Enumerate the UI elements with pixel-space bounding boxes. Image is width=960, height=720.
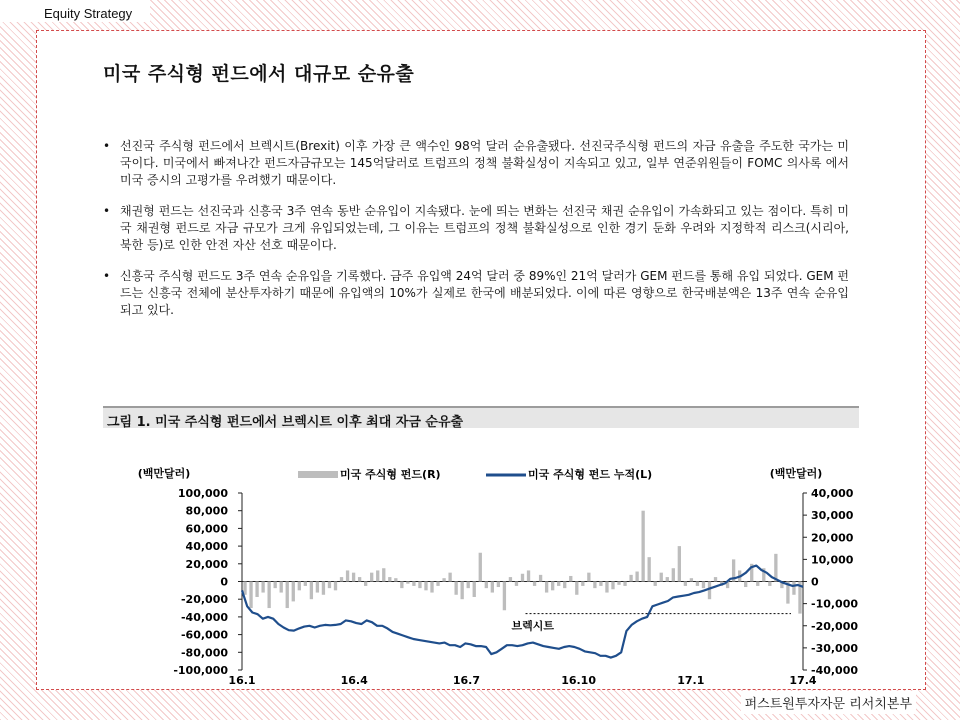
left-tick-label: 0 xyxy=(220,575,228,589)
x-tick-label: 17.4 xyxy=(789,674,817,686)
bar-mark xyxy=(533,582,536,586)
bullet-text: 선진국 주식형 펀드에서 브렉시트(Brexit) 이후 가장 큰 액수인 98억 달러 순유출됐다. 선진국주식형 펀드의 자금 유출을 주도한 국가는 미국이다. 미국에서 빠져나간 펀드자금규모는 145억달러로 트럼프의 정책 불확실성이 지속되고 있고, 일부 연준위원들이 FOMC 의사록 에서 미국 증시의 고평가를 우려했기 때문이다. xyxy=(120,139,849,187)
bar-mark xyxy=(678,546,681,581)
page-title: 미국 주식형 펀드에서 대규모 순유출 xyxy=(103,63,415,85)
bar-mark xyxy=(328,582,331,589)
bar-mark xyxy=(418,582,421,589)
bar-mark xyxy=(249,582,252,609)
x-tick-label: 16.1 xyxy=(228,674,256,686)
right-tick-label: -30,000 xyxy=(811,641,859,655)
bar-mark xyxy=(684,582,687,586)
bar-mark xyxy=(473,582,476,597)
bar-mark xyxy=(370,573,373,582)
bar-mark xyxy=(641,511,644,582)
bar-mark xyxy=(515,582,518,586)
bar-mark xyxy=(424,582,427,591)
report-section-label: Equity Strategy xyxy=(0,0,150,22)
right-axis-unit: (백만달러) xyxy=(769,467,823,480)
x-tick-label: 17.1 xyxy=(677,674,705,686)
bar-mark xyxy=(454,582,457,595)
bar-mark xyxy=(485,582,488,589)
report-panel xyxy=(36,30,926,690)
bar-mark xyxy=(666,577,669,581)
bar-mark xyxy=(280,582,283,593)
bar-mark xyxy=(497,582,500,588)
bar-mark xyxy=(430,582,433,593)
right-tick-label: 10,000 xyxy=(811,553,854,567)
bar-mark xyxy=(382,568,385,581)
bar-mark xyxy=(587,573,590,582)
left-tick-label: -60,000 xyxy=(180,628,228,642)
bar-mark xyxy=(394,578,397,581)
brexit-annotation: 브렉시트 xyxy=(511,619,555,633)
bar-mark xyxy=(617,582,620,585)
right-tick-label: -10,000 xyxy=(811,597,859,611)
bar-mark xyxy=(509,577,512,581)
bar-mark xyxy=(648,557,651,581)
figure-caption: 그림 1. 미국 주식형 펀드에서 브렉시트 이후 최대 자금 순유출 xyxy=(103,406,859,428)
left-tick-label: -100,000 xyxy=(173,664,228,677)
bar-mark xyxy=(690,578,693,581)
bar-mark xyxy=(611,582,614,590)
left-tick-label: -20,000 xyxy=(180,593,228,607)
bar-mark xyxy=(708,582,711,600)
bullet-item xyxy=(103,138,849,189)
bar-mark xyxy=(768,582,771,586)
bullet-text: 신흥국 주식형 펀드도 3주 연속 순유입을 기록했다. 금주 유입액 24억 달러 중 89%인 21억 달러가 GEM 펀드를 통해 유입 되었다. GEM 펀드는 신흥국 전체에 분산투자하기 때문에 유입액의 10%가 실제로 한국에 배분되었다. 이에 따른 영향으로 한국배분액은 13주 연속 순유입되고 있다. xyxy=(120,269,849,317)
legend-line-label: 미국 주식형 펀드 누적(L) xyxy=(528,468,653,481)
x-tick-label: 16.10 xyxy=(561,674,596,686)
bar-mark xyxy=(316,582,319,593)
legend-bar-label: 미국 주식형 펀드(R) xyxy=(340,468,441,481)
bar-mark xyxy=(551,582,554,591)
bullet-item xyxy=(103,268,849,319)
right-tick-label: -20,000 xyxy=(811,619,859,633)
bullet-text: 채권형 펀드는 선진국과 신흥국 3주 연속 동반 순유입이 지속됐다. 눈에 띄는 변화는 선진국 채권 순유입이 가속화되고 있는 점이다. 특히 미국 채권형 펀드로 자금 규모가 크게 유입되었는데, 그 이유는 트럼프의 정책 불확실성으로 인한 경기 둔화 우려와 지정학적 리스크(시리아, 북한 등)로 인한 안전 자산 선호 때문이다. xyxy=(120,204,849,252)
bar-mark xyxy=(714,577,717,581)
left-axis-unit: (백만달러) xyxy=(137,467,191,480)
bar-mark xyxy=(388,577,391,581)
fund-flow-chart xyxy=(98,428,868,686)
legend-bar-swatch xyxy=(298,471,338,478)
bar-mark xyxy=(304,582,307,586)
bullet-icon: • xyxy=(103,139,111,153)
left-tick-label: 80,000 xyxy=(185,504,228,518)
bar-mark xyxy=(358,577,361,581)
bar-mark xyxy=(491,582,494,593)
right-tick-label: -40,000 xyxy=(811,664,859,677)
bar-mark xyxy=(744,582,747,588)
bar-mark xyxy=(557,582,560,586)
bar-mark xyxy=(261,582,264,593)
bar-mark xyxy=(406,582,409,584)
bar-mark xyxy=(310,582,313,600)
bar-mark xyxy=(461,582,464,600)
bar-mark xyxy=(599,582,602,586)
bar-mark xyxy=(267,582,270,609)
bar-mark xyxy=(521,574,524,582)
x-tick-label: 16.7 xyxy=(452,674,480,686)
bar-mark xyxy=(479,553,482,582)
bar-mark xyxy=(569,576,572,582)
bar-mark xyxy=(696,582,699,586)
bar-mark xyxy=(660,573,663,582)
bar-mark xyxy=(756,582,759,586)
bar-mark xyxy=(274,582,277,589)
left-tick-label: 20,000 xyxy=(185,557,228,571)
bar-mark xyxy=(352,573,355,582)
bar-mark xyxy=(527,570,530,581)
right-tick-label: 40,000 xyxy=(811,487,854,500)
bar-mark xyxy=(412,582,415,586)
bar-mark xyxy=(503,582,506,611)
x-tick-label: 16.4 xyxy=(340,674,368,686)
bullet-icon: • xyxy=(103,269,111,283)
bar-mark xyxy=(575,582,578,595)
bar-mark xyxy=(448,573,451,582)
bar-mark xyxy=(792,582,795,595)
bar-mark xyxy=(436,582,439,586)
bar-mark xyxy=(322,582,325,595)
right-tick-label: 30,000 xyxy=(811,509,854,523)
bar-mark xyxy=(298,582,301,591)
bar-mark xyxy=(629,575,632,582)
right-tick-label: 0 xyxy=(811,575,819,589)
bar-mark xyxy=(340,577,343,581)
bar-mark xyxy=(672,568,675,581)
left-tick-label: -80,000 xyxy=(180,646,228,660)
bar-mark xyxy=(581,582,584,586)
footer-credit: 퍼스트원투자자문 리서치본부 xyxy=(741,691,916,714)
chart-plot-area xyxy=(173,487,858,686)
bullet-icon: • xyxy=(103,204,111,218)
bar-mark xyxy=(334,582,337,591)
bar-mark xyxy=(255,582,258,597)
bar-mark xyxy=(400,582,403,589)
bar-mark xyxy=(635,572,638,582)
bar-mark xyxy=(292,582,295,602)
bar-mark xyxy=(702,582,705,589)
bar-mark xyxy=(286,582,289,609)
right-tick-label: 20,000 xyxy=(811,531,854,545)
bullet-list xyxy=(103,138,849,333)
bar-mark xyxy=(467,582,470,589)
bar-mark xyxy=(346,570,349,581)
bullet-item xyxy=(103,203,849,254)
left-tick-label: 100,000 xyxy=(177,487,228,500)
bar-mark xyxy=(623,582,626,586)
bar-mark xyxy=(654,582,657,586)
left-tick-label: 40,000 xyxy=(185,540,228,554)
bar-mark xyxy=(563,582,566,589)
left-tick-label: -40,000 xyxy=(180,610,228,624)
left-tick-label: 60,000 xyxy=(185,522,228,536)
bar-mark xyxy=(605,582,608,593)
bar-mark xyxy=(539,575,542,582)
bar-mark xyxy=(593,582,596,589)
bar-mark xyxy=(364,582,367,586)
bar-mark xyxy=(376,570,379,581)
bar-mark xyxy=(442,578,445,581)
bar-mark xyxy=(545,582,548,593)
